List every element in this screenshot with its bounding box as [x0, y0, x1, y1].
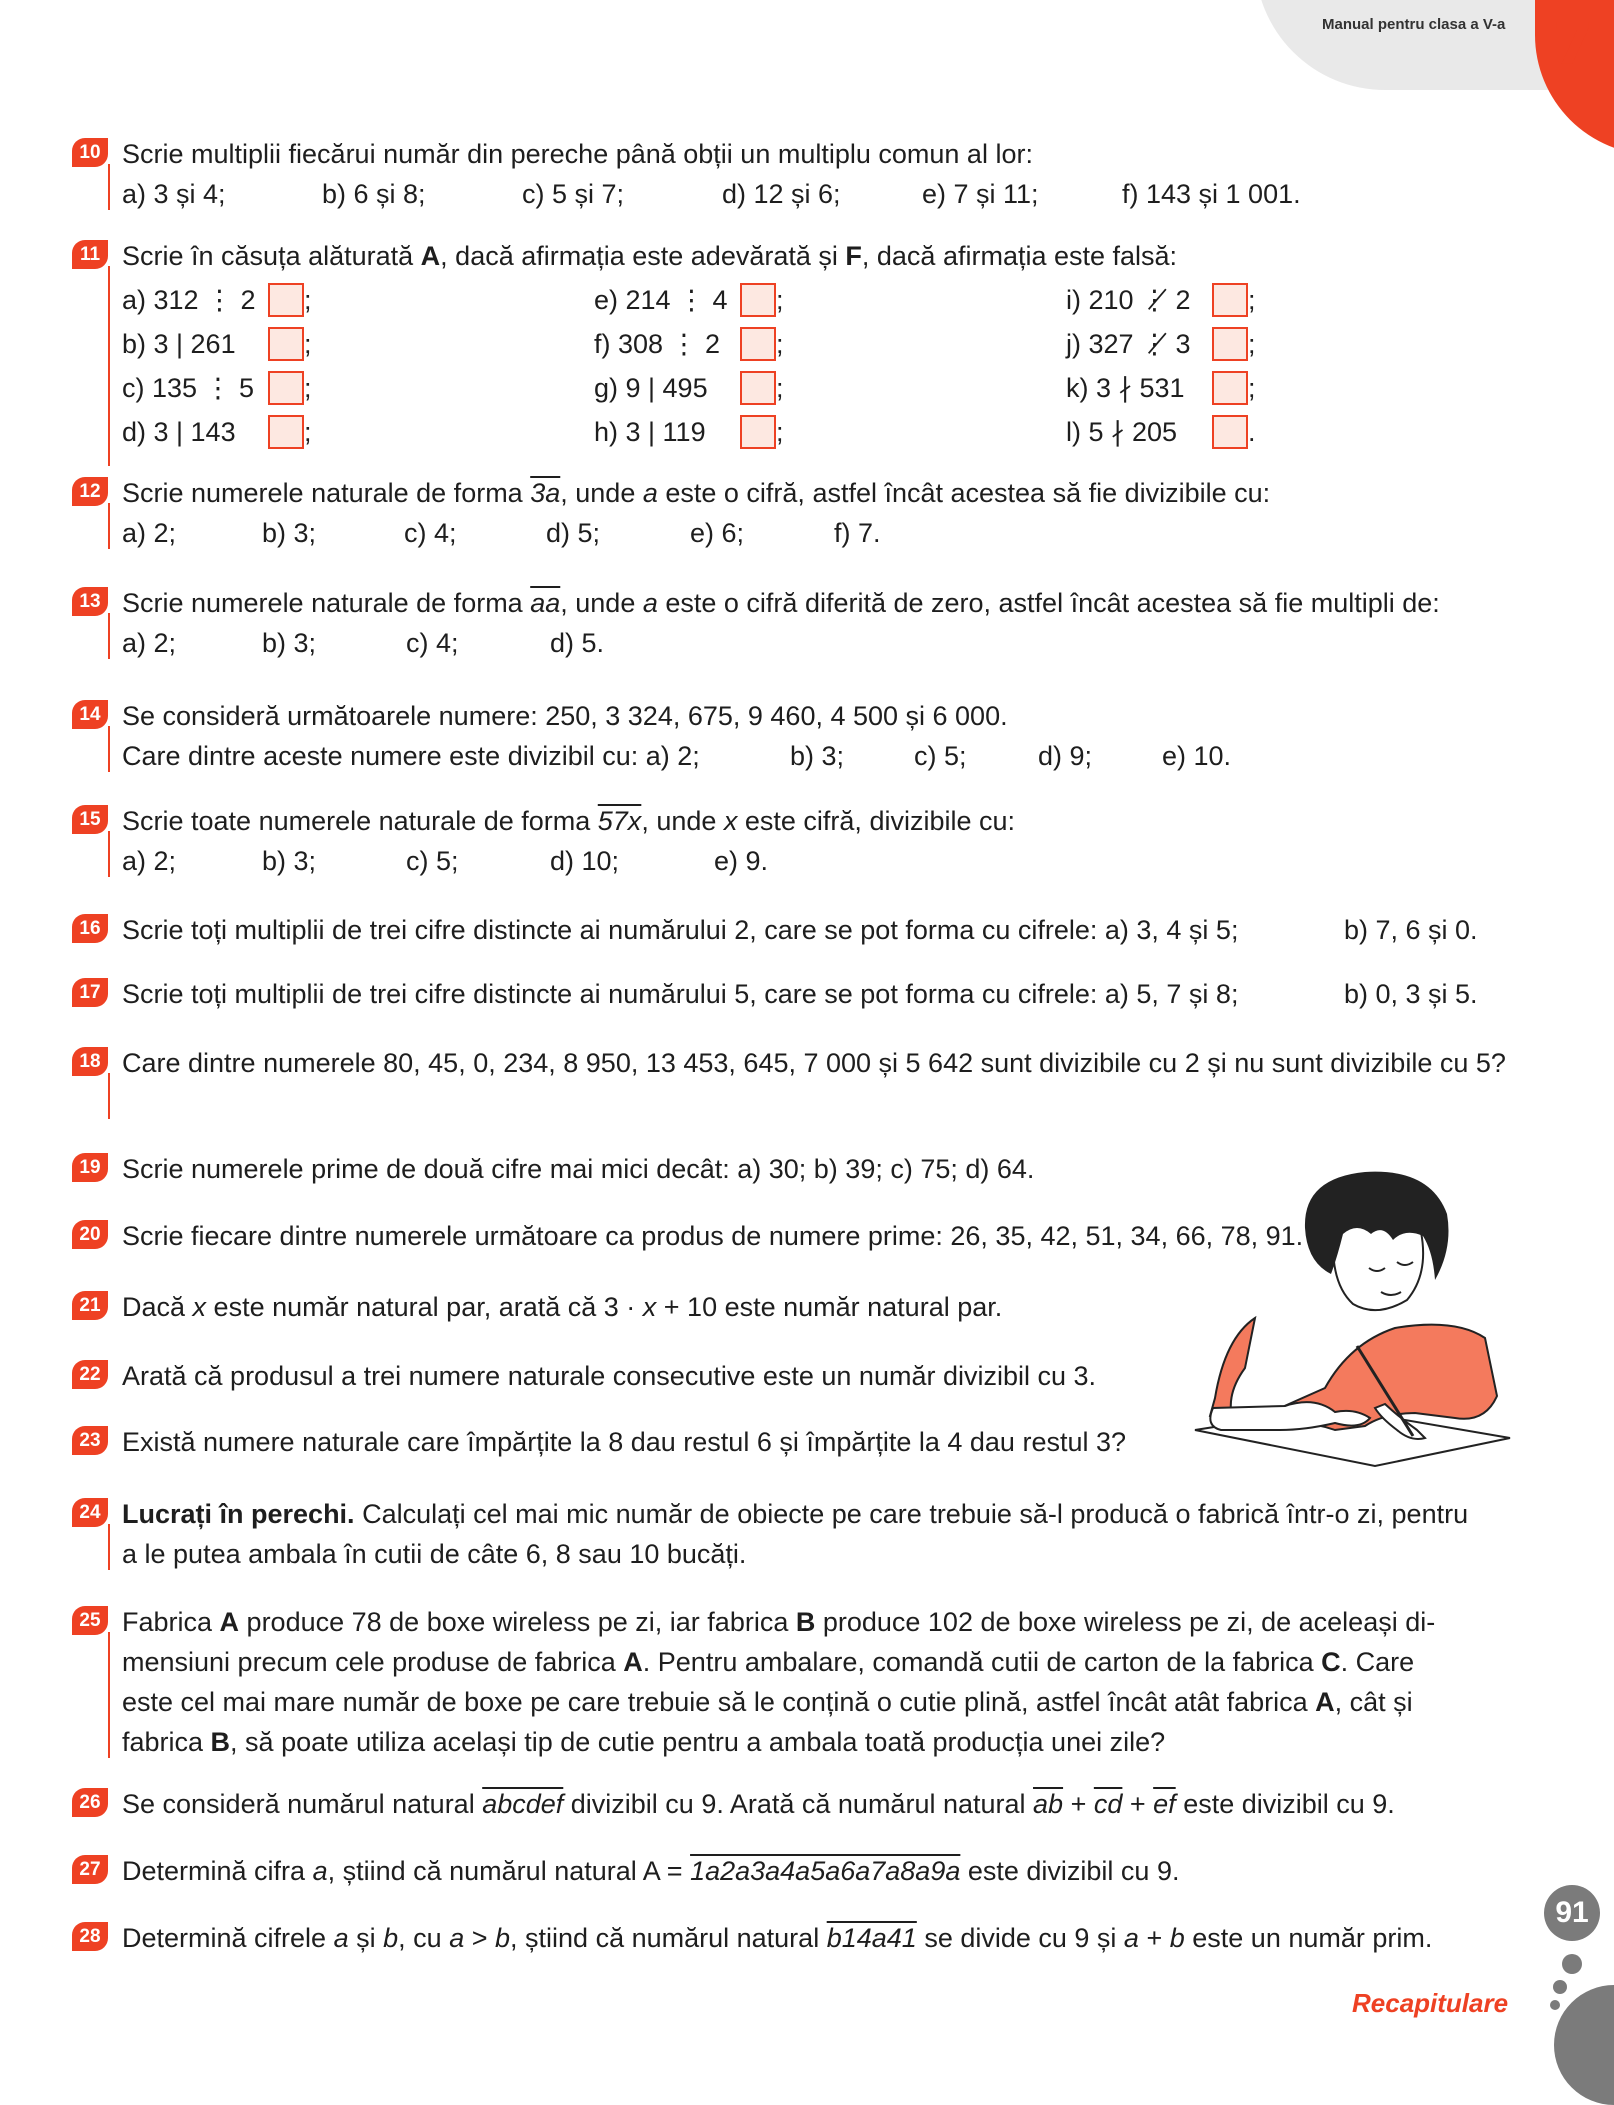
answer-box[interactable]	[1212, 283, 1248, 317]
overlined-number: abcdef	[482, 1789, 564, 1819]
option: e) 6;	[690, 518, 745, 548]
statement: c) 135 ⋮ 5	[122, 373, 255, 403]
option: b) 3;	[262, 846, 317, 876]
option: d) 10;	[550, 846, 620, 876]
statement: j) 327 ⋮̸ 3	[1066, 329, 1191, 359]
text: Dacă	[122, 1292, 193, 1322]
bold-text: A	[623, 1647, 643, 1677]
exercise-number: 14	[72, 700, 108, 729]
option: f) 7.	[834, 518, 881, 548]
book-title: Manual pentru clasa a V-a	[1322, 16, 1506, 33]
text: Determină cifra	[122, 1856, 313, 1886]
text: și	[348, 1923, 384, 1953]
exercise-text: Scrie fiecare dintre numerele următoare ca produs de numere prime: 26, 35, 42, 51, 34, 66, 78, 91.	[122, 1221, 1304, 1251]
text: mensiuni precum cele produse de fabrica	[122, 1647, 624, 1677]
option: c) 5 și 7;	[522, 179, 625, 209]
exercise-text-line3	[122, 1682, 1413, 1722]
exercise-number: 18	[72, 1047, 108, 1076]
bold-text: B	[210, 1727, 231, 1757]
overlined-number: $\overline{ef}$	[1153, 1789, 1176, 1819]
exercise-text: Scrie numerele prime de două cifre mai mici decât: a) 30; b) 39; c) 75; d) 64.	[122, 1154, 1035, 1184]
exercise-text: Există numere naturale care împărțite la 8 dau restul 6 și împărțite la 4 dau restul 3?	[122, 1427, 1127, 1457]
variable: b	[383, 1923, 399, 1953]
punct: ;	[1248, 373, 1256, 403]
exercise-text: Arată că produsul a trei numere naturale consecutive este un număr divizibil cu 3.	[122, 1361, 1097, 1391]
text: Determină cifrele	[122, 1923, 334, 1953]
bold-text: A	[219, 1607, 240, 1637]
answer-options	[122, 623, 1522, 663]
answer-box[interactable]	[268, 415, 304, 449]
exercise-number: 21	[72, 1291, 108, 1320]
text: , știind că numărul natural A =	[327, 1856, 691, 1886]
exercise-text: Care dintre numerele 80, 45, 0, 234, 8 950, 13 453, 645, 7 000 și 5 642 sunt divizibile cu 2 și nu sunt divizibile cu 5?	[122, 1048, 1506, 1078]
variable: x	[192, 1292, 207, 1322]
statement-c	[122, 368, 312, 408]
exercise-number: 13	[72, 587, 108, 616]
answer-box[interactable]	[268, 327, 304, 361]
text: este divizibil cu 9.	[960, 1856, 1180, 1886]
statement: f) 308 ⋮ 2	[594, 329, 721, 359]
answer-box[interactable]	[1212, 327, 1248, 361]
exercise-number: 10	[72, 138, 108, 167]
option: d) 9;	[1038, 741, 1093, 771]
text: Scrie numerele naturale de forma	[122, 588, 531, 618]
exercise-number: 16	[72, 914, 108, 943]
section-label: Recapitulare	[1352, 1988, 1509, 2018]
variable: a	[312, 1856, 328, 1886]
text: , unde	[641, 806, 724, 836]
statement: k) 3 ∤ 531	[1066, 373, 1185, 403]
exercise-text	[122, 1851, 1179, 1891]
statement-i	[1066, 280, 1256, 320]
text: +	[1122, 1789, 1154, 1819]
text: + 10 este număr natural par.	[656, 1292, 1003, 1322]
margin-line	[108, 613, 110, 659]
bold-text: A	[1315, 1687, 1335, 1717]
answer-options	[122, 841, 1522, 881]
statement-d	[122, 412, 312, 452]
overlined-number: b14a41	[826, 1923, 917, 1953]
overlined-number: $\overline{aa}$	[530, 588, 561, 618]
option: c) 4;	[404, 518, 457, 548]
statement-l	[1066, 412, 1256, 452]
exercise-text	[122, 1918, 1432, 1958]
exercise-number: 19	[72, 1153, 108, 1182]
punct: ;	[1248, 285, 1256, 315]
variable: a	[642, 588, 658, 618]
margin-line	[108, 1632, 110, 1758]
answer-box[interactable]	[1212, 415, 1248, 449]
text: , unde	[560, 478, 643, 508]
answer-options	[122, 174, 1522, 214]
boy-writing-illustration	[1185, 1168, 1515, 1468]
exercise-number: 11	[72, 240, 108, 269]
margin-line	[108, 726, 110, 772]
variable: a	[1123, 1923, 1139, 1953]
statement-grid	[122, 280, 1522, 456]
option: e) 7 și 11;	[922, 179, 1039, 209]
statement-g	[594, 368, 784, 408]
answer-options	[122, 736, 1522, 776]
answer-box[interactable]	[740, 415, 776, 449]
text: Scrie toate numerele naturale de forma	[122, 806, 598, 836]
corner-decoration	[1554, 1985, 1614, 2105]
answer-box[interactable]	[268, 283, 304, 317]
option: a) 3 și 4;	[122, 179, 226, 209]
exercise-number: 27	[72, 1855, 108, 1884]
bold-text: C	[1321, 1647, 1341, 1677]
margin-line	[108, 503, 110, 549]
exercise-number: 26	[72, 1788, 108, 1817]
exercise-text: Scrie multiplii fiecărui număr din pereche până obții un multiplu comun al lor:	[122, 139, 1033, 169]
exercise-text	[122, 1784, 1395, 1824]
statement-e	[594, 280, 784, 320]
exercise-text	[122, 1494, 1468, 1534]
text: , cât și	[1334, 1687, 1413, 1717]
option: b) 3;	[262, 628, 317, 658]
exercise-text: Se consideră următoarele numere: 250, 3 324, 675, 9 460, 4 500 și 6 000.	[122, 701, 1008, 731]
statement: d) 3 | 143	[122, 417, 236, 447]
bold-text: B	[795, 1607, 816, 1637]
text: divizibil cu 9. Arată că numărul natural	[563, 1789, 1034, 1819]
text: +	[1063, 1789, 1094, 1819]
exercise-number: 24	[72, 1498, 108, 1527]
margin-line	[108, 1524, 110, 1570]
punct: .	[1248, 417, 1256, 447]
variable: b	[1169, 1923, 1185, 1953]
text: Scrie în căsuța alăturată	[122, 241, 421, 271]
option: b) 7, 6 și 0.	[1344, 915, 1478, 945]
variable: a	[642, 478, 658, 508]
statement-f	[594, 324, 784, 364]
text: este divizibil cu 9.	[1175, 1789, 1395, 1819]
exercise-number: 15	[72, 805, 108, 834]
text: Fabrica	[122, 1607, 220, 1637]
text: , dacă afirmația este adevărată și	[440, 241, 846, 271]
text: este cifră, divizibile cu:	[737, 806, 1015, 836]
overlined-number: $\overline{ab}$	[1033, 1789, 1064, 1819]
exercise-number: 12	[72, 477, 108, 506]
statement-k	[1066, 368, 1256, 408]
text: este un număr prim.	[1184, 1923, 1433, 1953]
punct: ;	[304, 285, 312, 315]
exercise-text	[122, 1287, 1002, 1327]
text: produce 102 de boxe wireless pe zi, de aceleași di-	[815, 1607, 1436, 1637]
text: , unde	[560, 588, 643, 618]
overlined-number: 57x	[597, 806, 642, 836]
text: este o cifră, astfel încât acestea să fie divizibile cu:	[657, 478, 1271, 508]
overlined-number: 1a2a3a4a5a6a7a8a9a	[690, 1856, 961, 1886]
decor-dot	[1562, 1954, 1582, 1974]
exercise-text-line2	[122, 1642, 1414, 1682]
option: e) 9.	[714, 846, 769, 876]
text: , știind că numărul natural	[510, 1923, 827, 1953]
bold-text: A	[420, 241, 441, 271]
text: este număr natural par, arată că 3 ·	[206, 1292, 643, 1322]
option: c) 4;	[406, 628, 459, 658]
option: b) 3;	[262, 518, 317, 548]
text: produce 78 de boxe wireless pe zi, iar fabrica	[239, 1607, 796, 1637]
text: este o cifră diferită de zero, astfel încât acestea să fie multipli de:	[657, 588, 1440, 618]
statement: l) 5 ∤ 205	[1066, 417, 1178, 447]
text: Se consideră numărul natural	[122, 1789, 483, 1819]
option: b) 3;	[790, 741, 845, 771]
text: Calculați cel mai mic număr de obiecte pe care trebuie să-l producă o fabrică într-o zi, pentru	[354, 1499, 1469, 1529]
variable: x	[642, 1292, 657, 1322]
statement-h	[594, 412, 784, 452]
exercise-number: 23	[72, 1426, 108, 1455]
exercise-number: 22	[72, 1360, 108, 1389]
option: a) 2;	[122, 518, 177, 548]
exercise-text-line2: a le putea ambala în cutii de câte 6, 8 sau 10 bucăți.	[122, 1539, 747, 1569]
exercise-text	[122, 801, 1015, 841]
statement-j	[1066, 324, 1256, 364]
variable: x	[723, 806, 738, 836]
exercise-text	[122, 974, 1522, 1014]
option: f) 143 și 1 001.	[1122, 179, 1301, 209]
option: d) 5;	[546, 518, 601, 548]
text: +	[1138, 1923, 1170, 1953]
exercise-text	[122, 1602, 1435, 1642]
answer-box[interactable]	[268, 371, 304, 405]
statement-a	[122, 280, 312, 320]
statement-b	[122, 324, 312, 364]
text: . Care	[1340, 1647, 1415, 1677]
bold-text: Lucrați în perechi.	[122, 1499, 355, 1529]
margin-line	[108, 266, 110, 466]
punct: ;	[776, 285, 784, 315]
punct: ;	[304, 373, 312, 403]
statement: i) 210 ⋮̸ 2	[1066, 285, 1191, 315]
option: e) 10.	[1162, 741, 1232, 771]
decor-dot	[1550, 2000, 1560, 2010]
question: Care dintre aceste numere este divizibil cu: a) 2;	[122, 741, 700, 771]
answer-box[interactable]	[740, 371, 776, 405]
option: d) 12 și 6;	[722, 179, 841, 209]
text: Scrie toți multiplii de trei cifre distincte ai numărului 5, care se pot forma cu cifrele: a) 5, 7 și 8;	[122, 979, 1239, 1009]
punct: ;	[776, 417, 784, 447]
punct: ;	[776, 329, 784, 359]
text: , cu	[398, 1923, 450, 1953]
answer-box[interactable]	[740, 283, 776, 317]
chapter-number: 7	[1553, 10, 1594, 78]
decor-dot	[1553, 1980, 1567, 1994]
option: a) 2;	[122, 628, 177, 658]
text: este cel mai mare număr de boxe pe care trebuie să le conțină o cutie plină, astfel încât atât fabrica	[122, 1687, 1316, 1717]
margin-line	[108, 1073, 110, 1119]
exercise-number: 25	[72, 1606, 108, 1635]
punct: ;	[1248, 329, 1256, 359]
statement: e) 214 ⋮ 4	[594, 285, 728, 315]
variable: a	[333, 1923, 349, 1953]
option: c) 5;	[406, 846, 459, 876]
text: , dacă afirmația este falsă:	[861, 241, 1178, 271]
text: . Pentru ambalare, comandă cutii de carton de la fabrica	[642, 1647, 1322, 1677]
exercise-text	[122, 583, 1440, 623]
exercise-text-line4	[122, 1722, 1165, 1762]
option: c) 5;	[914, 741, 967, 771]
text: se divide cu 9 și	[916, 1923, 1124, 1953]
answer-box[interactable]	[1212, 371, 1248, 405]
bold-text: F	[845, 241, 862, 271]
page-number: 91	[1544, 1885, 1600, 1941]
statement: g) 9 | 495	[594, 373, 708, 403]
overlined-number: $\overline{cd}$	[1093, 1789, 1123, 1819]
exercise-text	[122, 236, 1177, 276]
text: Scrie toți multiplii de trei cifre distincte ai numărului 2, care se pot forma cu cifrele: a) 3, 4 și 5;	[122, 915, 1239, 945]
punct: ;	[776, 373, 784, 403]
exercise-number: 20	[72, 1220, 108, 1249]
statement: b) 3 | 261	[122, 329, 236, 359]
variable: a	[449, 1923, 465, 1953]
statement: a) 312 ⋮ 2	[122, 285, 256, 315]
option: a) 2;	[122, 846, 177, 876]
variable: b	[495, 1923, 511, 1953]
exercise-text	[122, 910, 1522, 950]
margin-line	[108, 831, 110, 877]
exercise-number: 28	[72, 1922, 108, 1951]
text: Scrie numerele naturale de forma	[122, 478, 531, 508]
option: b) 6 și 8;	[322, 179, 426, 209]
statement: h) 3 | 119	[594, 417, 706, 447]
overlined-number: 3a	[530, 478, 561, 508]
punct: ;	[304, 329, 312, 359]
exercise-number: 17	[72, 978, 108, 1007]
text: fabrica	[122, 1727, 211, 1757]
text: , să poate utiliza același tip de cutie pentru a ambala toată producția unei zile?	[230, 1727, 1166, 1757]
answer-box[interactable]	[740, 327, 776, 361]
option: d) 5.	[550, 628, 605, 658]
answer-options	[122, 513, 1522, 553]
margin-line	[108, 164, 110, 210]
exercise-text	[122, 473, 1270, 513]
text: >	[464, 1923, 495, 1953]
punct: ;	[304, 417, 312, 447]
option: b) 0, 3 și 5.	[1344, 979, 1478, 1009]
